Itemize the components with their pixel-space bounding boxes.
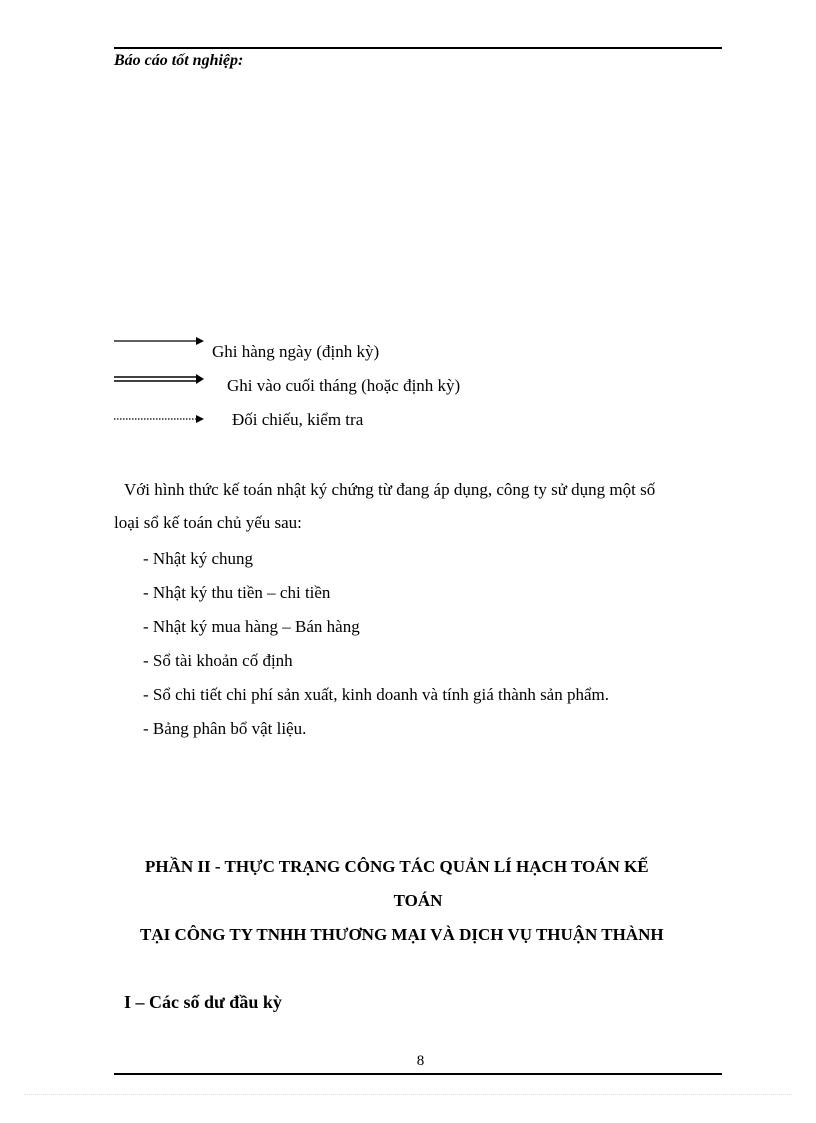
- list-item: - Nhật ký mua hàng – Bán hàng: [143, 617, 360, 636]
- list-item: - Nhật ký chung: [143, 549, 254, 568]
- legend-label-monthly: Ghi vào cuối tháng (hoặc định kỳ): [227, 376, 461, 395]
- ledger-list: [143, 547, 609, 751]
- section-heading-line-3: TẠI CÔNG TY TNHH THƯƠNG MẠI VÀ DỊCH VỤ THUẬN THÀNH: [140, 925, 664, 944]
- section-heading-line-2: TOÁN: [393, 891, 443, 910]
- list-item: - Bảng phân bổ vật liệu.: [143, 719, 307, 738]
- document-header-title: Báo cáo tốt nghiệp:: [114, 52, 244, 69]
- page-edge: [24, 1094, 792, 1095]
- subsection-heading: I – Các số dư đầu kỳ: [124, 992, 282, 1012]
- double-arrow-icon: [114, 372, 210, 388]
- single-arrow-icon: [114, 334, 210, 350]
- list-item: - Sổ tài khoản cố định: [143, 651, 293, 670]
- legend-label-reconcile: Đối chiếu, kiểm tra: [232, 410, 364, 429]
- section-heading-line-1: PHẦN II - THỰC TRẠNG CÔNG TÁC QUẢN LÍ HẠCH TOÁN KẾ: [145, 857, 649, 876]
- legend-label-daily: Ghi hàng ngày (định kỳ): [212, 342, 380, 361]
- footer-rule: [114, 1073, 722, 1075]
- page-number: 8: [416, 1053, 425, 1069]
- intro-line-2: loại sổ kế toán chủ yếu sau:: [114, 513, 302, 532]
- list-item: - Sổ chi tiết chi phí sản xuất, kinh doanh và tính giá thành sản phẩm.: [143, 685, 609, 704]
- intro-line-1: Với hình thức kế toán nhật ký chứng từ đang áp dụng, công ty sử dụng một số: [124, 480, 656, 499]
- list-item: - Nhật ký thu tiền – chi tiền: [143, 583, 331, 602]
- dotted-arrow-icon: [114, 412, 210, 428]
- header-rule: [114, 47, 722, 49]
